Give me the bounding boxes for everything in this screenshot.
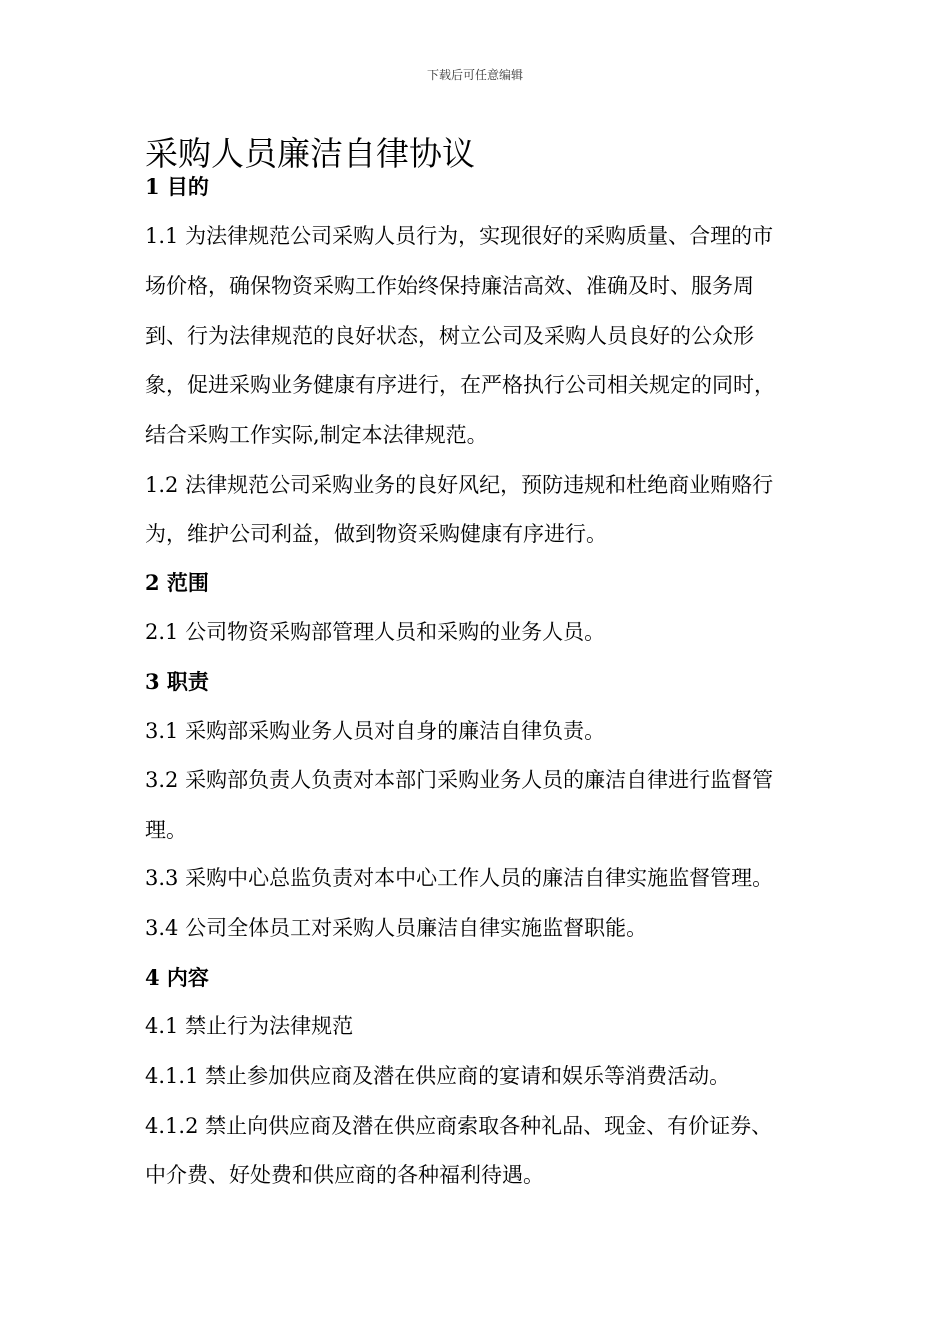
paragraph-line: 2.1 公司物资采购部管理人员和采购的业务人员。	[145, 620, 606, 644]
paragraph-line: 1.1 为法律规范公司采购人员行为，实现很好的采购质量、合理的市	[145, 224, 774, 248]
section-heading-2: 2 范围	[145, 570, 209, 595]
paragraph-line: 3.4 公司全体员工对采购人员廉洁自律实施监督职能。	[145, 916, 648, 940]
paragraph-line: 理。	[145, 818, 187, 842]
paragraph-line: 为，维护公司利益，做到物资采购健康有序进行。	[145, 522, 607, 546]
paragraph-line: 3.3 采购中心总监负责对本中心工作人员的廉洁自律实施监督管理。	[145, 866, 774, 890]
paragraph-line: 4.1.2 禁止向供应商及潜在供应商索取各种礼品、现金、有价证券、	[145, 1114, 773, 1138]
paragraph-line: 1.2 法律规范公司采购业务的良好风纪，预防违规和杜绝商业贿赂行	[145, 473, 774, 497]
paragraph-line: 结合采购工作实际,制定本法律规范。	[145, 423, 488, 447]
section-heading-4: 4 内容	[145, 965, 209, 990]
paragraph-line: 中介费、好处费和供应商的各种福利待遇。	[145, 1163, 544, 1187]
document-title: 采购人员廉洁自律协议	[145, 134, 475, 173]
paragraph-line: 3.1 采购部采购业务人员对自身的廉洁自律负责。	[145, 719, 606, 743]
paragraph-line: 场价格，确保物资采购工作始终保持廉洁高效、准确及时、服务周	[145, 274, 754, 298]
paragraph-line: 4.1 禁止行为法律规范	[145, 1014, 354, 1038]
section-heading-1: 1 目的	[145, 174, 209, 199]
paragraph-line: 到、行为法律规范的良好状态，树立公司及采购人员良好的公众形	[145, 324, 754, 348]
section-heading-3: 3 职责	[145, 669, 209, 694]
paragraph-line: 3.2 采购部负责人负责对本部门采购业务人员的廉洁自律进行监督管	[145, 768, 774, 792]
paragraph-line: 象，促进采购业务健康有序进行，在严格执行公司相关规定的同时，	[145, 373, 775, 397]
page-header: 下载后可任意编辑	[426, 68, 523, 82]
paragraph-line: 4.1.1 禁止参加供应商及潜在供应商的宴请和娱乐等消费活动。	[145, 1064, 731, 1088]
